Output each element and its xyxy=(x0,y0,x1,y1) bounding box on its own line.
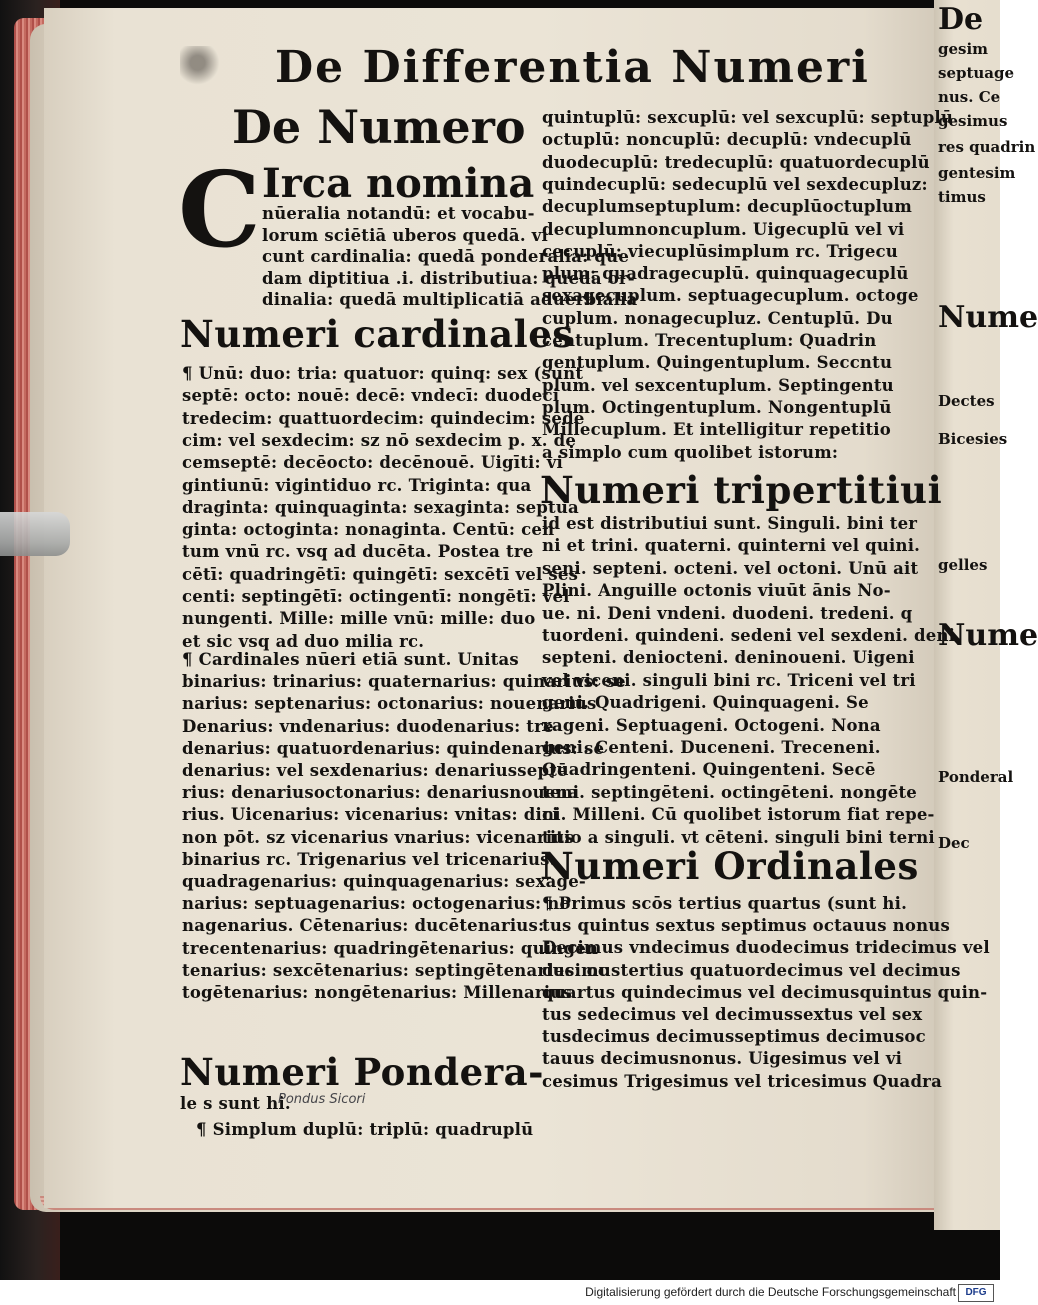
cardinal-line: cim: vel sexdecim: sz nō sexdecim p. x. de xyxy=(182,430,577,450)
tripertitiui-line: xageni. Septuageni. Octogeni. Nona xyxy=(542,715,881,735)
cardinal-line: binarius rc. Trigenarius vel tricenarius. xyxy=(182,849,556,869)
cardinal-line: denarius: quatuordenarius: quindenarius: se xyxy=(182,738,605,758)
cardinal-line: ¶ Unū: duo: tria: quatuor: quinq: sex (sunt xyxy=(182,364,584,383)
next-page-line: De xyxy=(938,2,984,37)
cardinal-line: et sic vsq ad duo milia rc. xyxy=(182,631,425,651)
intro-line: cunt cardinalia: quedā ponderalia: que xyxy=(262,247,630,266)
tripertitiui-line: seni. septeni. octeni. vel octoni. Unū ait xyxy=(542,558,919,578)
tripertitiui-line: vel viceni. singuli bini rc. Triceni vel tri xyxy=(542,670,916,690)
intro-line: lorum sciētiā uberos quedā. vi xyxy=(262,225,548,245)
footer-credit: Digitalisierung gefördert durch die Deutsche Forschungsgemeinschaft xyxy=(585,1285,956,1299)
drop-capital: C xyxy=(178,148,261,271)
tripertitiui-line: Quadringenteni. Quingenteni. Secē xyxy=(542,760,876,780)
cardinal-line: binarius: trinarius: quaternarius: quinarius: se xyxy=(182,672,626,692)
cardinal-line: draginta: quinquaginta: sexaginta: septua xyxy=(182,497,579,517)
tripertitiui-line: geni. Quadrigeni. Quinquageni. Se xyxy=(542,693,869,713)
multiplicative-line: plum. vel sexcentuplum. Septingentu xyxy=(542,375,894,395)
tripertitiui-line: Plini. Anguille octonis viuūt ānis No- xyxy=(542,581,891,601)
next-page xyxy=(934,0,1038,1230)
next-page-line: gelles xyxy=(938,556,988,574)
next-page-line: nus. Ce xyxy=(938,88,1001,106)
section-ponderales-tail: le s sunt hi. xyxy=(180,1094,291,1113)
tripertitiui-line: ue. ni. Deni vndeni. duodeni. tredeni. q xyxy=(542,603,913,623)
tripertitiui-line: geni. Centeni. Duceneni. Treceneni. xyxy=(542,738,881,757)
tripertitiui-line: teni. septingēteni. octingēteni. nongēte xyxy=(542,782,917,802)
multiplicative-line: sexagecuplum. septuagecuplum. octoge xyxy=(542,286,919,306)
cardinal-line: nungenti. Mille: mille vnū: mille: duo xyxy=(182,609,536,629)
lede-line: Irca nomina xyxy=(262,160,535,207)
tripertitiui-line: septeni. deniocteni. deninoueni. Uigeni xyxy=(542,648,915,668)
next-page-line: septuage xyxy=(938,64,1015,82)
multiplicative-line: quindecuplū: sedecuplū vel sexdecupluz: xyxy=(542,174,928,194)
cardinal-line: tenarius: sexcētenarius: septingētenarius: oc xyxy=(182,960,609,980)
next-page-line: Bicesies xyxy=(938,430,1008,448)
page-header: De Differentia Numeri xyxy=(275,42,870,93)
cardinal-line: centi: septingētī: octingentī: nongētī: vel xyxy=(182,587,570,606)
intro-line: dinalia: quedā multiplicatiā aduerbialia xyxy=(262,290,638,309)
page-clip xyxy=(0,512,70,556)
corner-stamp xyxy=(180,46,224,88)
tripertitiui-line: tuordeni. quindeni. sedeni vel sexdeni. deni xyxy=(542,626,956,645)
ordinal-line: Decimus vndecimus duodecimus tridecimus vel xyxy=(542,938,990,958)
cardinal-line: Denarius: vndenarius: duodenarius: tre xyxy=(182,716,554,736)
ordinal-line: tusdecimus decimusseptimus decimusoc xyxy=(542,1027,926,1047)
left-last-line: ¶ Simplum duplū: triplū: quadruplū xyxy=(196,1120,534,1139)
next-page-line: res quadrin xyxy=(938,138,1036,156)
ordinal-line: ¶ Primus scōs tertius quartus (sunt hi. xyxy=(542,894,908,913)
cardinal-line: gintiunū: vigintiduo rc. Triginta: qua xyxy=(182,475,532,495)
intro-line: dam diptitiua .i. distributiua: quedā or- xyxy=(262,268,635,288)
multiplicative-line: decuplumnoncuplum. Uigecuplū vel vi xyxy=(542,219,905,239)
multiplicative-line: a simplo cum quolibet istorum: xyxy=(542,442,839,462)
footer-bar xyxy=(0,1280,1000,1305)
next-page-line: gentesim xyxy=(938,164,1016,182)
section-cardinales: Numeri cardinales xyxy=(180,312,574,356)
next-page-line: Nume xyxy=(938,618,1038,653)
multiplicative-line: octuplū: noncuplū: decuplū: vndecuplū xyxy=(542,130,912,150)
tripertitiui-line: ni. Milleni. Cū quolibet istorum fiat repe- xyxy=(542,805,935,825)
cardinal-line: togētenarius: nongētenarius: Millenarius xyxy=(182,983,572,1002)
dfg-logo: DFG xyxy=(958,1284,994,1302)
cardinal-line: ¶ Cardinales nūeri etiā sunt. Unitas xyxy=(182,650,519,669)
handwritten-note: Pondus Sicori xyxy=(278,1092,366,1107)
next-page-line: gesimus xyxy=(938,112,1008,130)
ordinal-line: tus quintus sextus septimus octauus nonus xyxy=(542,916,950,936)
intro-line: nūeralia notandū: et vocabu- xyxy=(262,204,535,223)
ordinal-line: tauus decimusnonus. Uigesimus vel vi xyxy=(542,1049,903,1069)
multiplicative-line: decuplumseptuplum: decuplūoctuplum xyxy=(542,197,912,217)
cardinal-line: quadragenarius: quinquagenarius: sexage- xyxy=(182,872,586,891)
next-page-line: gesim xyxy=(938,40,989,58)
multiplicative-line: Millecuplum. Et intelligitur repetitio xyxy=(542,420,891,440)
next-page-line: Dec xyxy=(938,834,970,852)
tripertitiui-line: id est distributiui sunt. Singuli. bini ter xyxy=(542,514,918,533)
multiplicative-line: cecuplū: viecuplūsimplum rc. Trigecu xyxy=(542,241,898,261)
cardinal-line: narius: septuagenarius: octogenarius: no xyxy=(182,894,571,914)
multiplicative-line: gentuplum. Quingentuplum. Seccntu xyxy=(542,353,893,373)
cardinal-line: non pōt. sz vicenarius vnarius: vicenarius xyxy=(182,827,574,847)
next-page-line: Nume xyxy=(938,300,1038,335)
cardinal-line: rius. Uicenarius: vicenarius: vnitas: dici xyxy=(182,805,559,825)
section-tripertitiui: Numeri tripertitiui xyxy=(540,468,943,512)
next-page-line: Dectes xyxy=(938,392,995,410)
tripertitiui-line: ni et trini. quaterni. quinterni vel quini. xyxy=(542,536,921,556)
cardinal-line: cemseptē: decēocto: decēnouē. Uigīti: vi xyxy=(182,453,563,473)
multiplicative-line: quintuplū: sexcuplū: vel sexcuplū: septuplū xyxy=(542,108,954,127)
multiplicative-line: plum. Octingentuplum. Nongentuplū xyxy=(542,397,892,417)
cardinal-line: ginta: octoginta: nonaginta. Centū: cen xyxy=(182,520,555,540)
multiplicative-line: cuplum. nonagecupluz. Centuplū. Du xyxy=(542,308,893,328)
cardinal-line: cētī: quadringētī: quingētī: sexcētī vel ses xyxy=(182,564,579,584)
ordinal-line: decimustertius quatuordecimus vel decimus xyxy=(542,960,961,980)
cardinal-line: narius: septenarius: octonarius: nouenarius xyxy=(182,694,597,714)
ordinal-line: cesimus Trigesimus vel tricesimus Quadra xyxy=(542,1071,942,1091)
cardinal-line: septē: octo: nouē: decē: vndecī: duodeci xyxy=(182,386,560,406)
cardinal-line: tum vnū rc. vsq ad ducēta. Postea tre xyxy=(182,542,534,562)
next-page-line: timus xyxy=(938,188,986,206)
column-title: De Numero xyxy=(232,100,526,154)
tripertitiui-line: titio a singuli. vt cēteni. singuli bini terni xyxy=(542,827,935,847)
multiplicative-line: centuplum. Trecentuplum: Quadrin xyxy=(542,331,877,350)
ordinal-line: tus sedecimus vel decimussextus vel sex xyxy=(542,1005,923,1024)
section-ponderales: Numeri Pondera- xyxy=(180,1050,544,1094)
section-ordinales: Numeri Ordinales xyxy=(540,844,919,888)
multiplicative-line: plum: quadragecuplū. quinquagecuplū xyxy=(542,264,909,284)
cardinal-line: nagenarius. Cētenarius: ducētenarius: xyxy=(182,916,545,936)
cardinal-line: trecentenarius: quadringētenarius: quingen xyxy=(182,938,599,958)
multiplicative-line: duodecuplū: tredecuplū: quatuordecuplū xyxy=(542,152,930,172)
ordinal-line: quartus quindecimus vel decimusquintus quin- xyxy=(542,982,988,1002)
next-page-line: Ponderal xyxy=(938,768,1014,786)
cardinal-line: rius: denariusoctonarius: denariusnouena xyxy=(182,783,579,803)
cardinal-line: denarius: vel sexdenarius: denariusseptē xyxy=(182,761,568,780)
cardinal-line: tredecim: quattuordecim: quindecim: sede xyxy=(182,408,585,428)
